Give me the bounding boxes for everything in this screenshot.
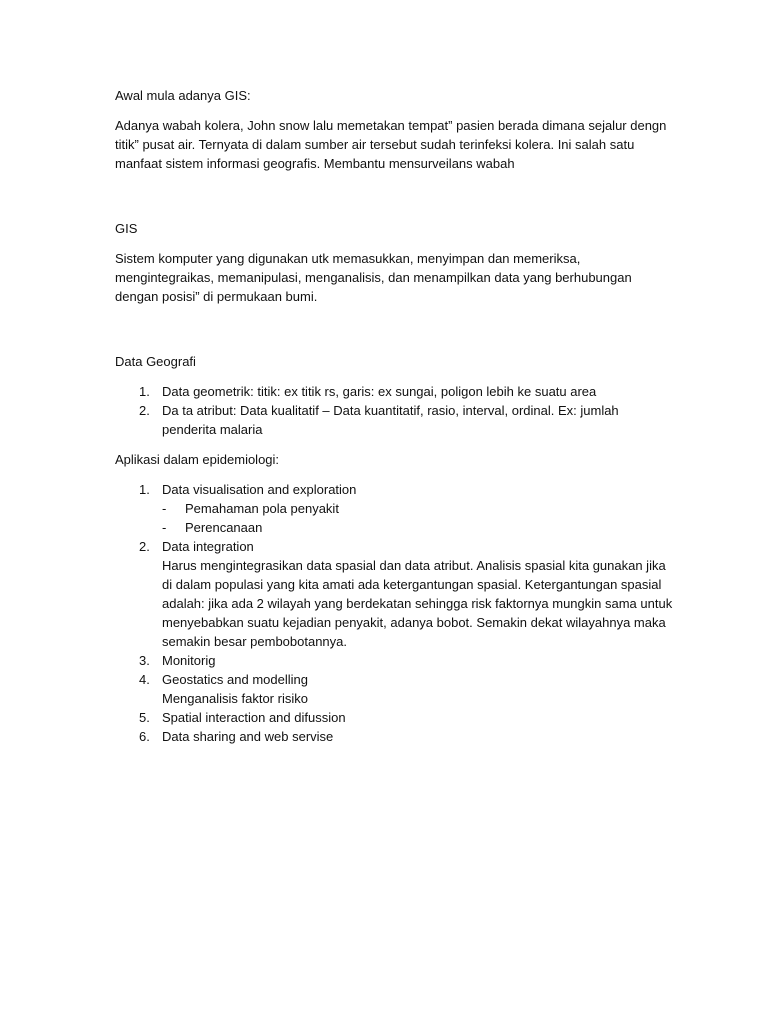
sub-list-item-text: Perencanaan — [185, 520, 263, 535]
list-number: 2. — [139, 539, 150, 554]
list-item — [115, 537, 675, 651]
list-item-text: Data integration Harus mengintegrasikan data spasial dan data atribut. Analisis spasial kita gunakan jika di dalam populasi yang kita amati ada ketergantungan spasial. Ketergantungan spasial adalah: jika ada 2 wilayah yang berdekatan sehingga risk faktornya mungkin sama untuk menyebabkan suatu kejadian penyakit, adanya bobot. Semakin dekat wilayahnya maka semakin besar pembobotannya. — [162, 539, 673, 649]
sub-list-item — [162, 499, 675, 518]
list-item-text: Data sharing and web servise — [162, 729, 334, 744]
data-geografi-heading: Data Geografi — [115, 354, 196, 369]
list-item-text: Data geometrik: titik: ex titik rs, garis: ex sungai, poligon lebih ke suatu area — [162, 384, 597, 399]
list-number: 1. — [139, 482, 150, 497]
list-item — [115, 651, 675, 670]
list-item-text: Monitorig — [162, 653, 216, 668]
list-item — [115, 480, 675, 537]
list-item — [115, 401, 675, 439]
aplikasi-list — [115, 480, 675, 746]
gis-paragraph: Sistem komputer yang digunakan utk memasukkan, menyimpan dan memeriksa, mengintegraikas, memanipulasi, menganalisis, dan menampilkan data yang berhubungan dengan posisi” di permukaan bumi. — [115, 251, 632, 304]
intro-heading: Awal mula adanya GIS: — [115, 88, 251, 103]
list-number: 2. — [139, 403, 150, 418]
gis-heading: GIS — [115, 221, 138, 236]
aplikasi-heading: Aplikasi dalam epidemiologi: — [115, 452, 280, 467]
list-item-text: Spatial interaction and difussion — [162, 710, 346, 725]
list-number: 1. — [139, 384, 150, 399]
list-item — [115, 670, 675, 708]
sub-list — [162, 499, 675, 537]
list-number: 3. — [139, 653, 150, 668]
list-item — [115, 727, 675, 746]
sub-list-item — [162, 518, 675, 537]
list-item — [115, 708, 675, 727]
data-geografi-list — [115, 382, 675, 439]
list-item — [115, 382, 675, 401]
document-page — [115, 86, 675, 746]
list-number: 5. — [139, 710, 150, 725]
list-number: 4. — [139, 672, 150, 687]
intro-paragraph: Adanya wabah kolera, John snow lalu memetakan tempat” pasien berada dimana sejalur dengn titik” pusat air. Ternyata di dalam sumber air tersebut sudah terinfeksi kolera. Ini salah satu manfaat sistem informasi geografis. Membantu mensurveilans wabah — [115, 118, 667, 171]
dash-marker: - — [162, 501, 167, 516]
sub-list-item-text: Pemahaman pola penyakit — [185, 501, 339, 516]
list-item-text: Da ta atribut: Data kualitatif – Data kuantitatif, rasio, interval, ordinal. Ex: jumlah penderita malaria — [162, 403, 619, 437]
dash-marker: - — [162, 520, 167, 535]
list-number: 6. — [139, 729, 150, 744]
list-item-text: Data visualisation and exploration — [162, 482, 357, 497]
list-item-text: Geostatics and modelling Menganalisis faktor risiko — [162, 672, 308, 706]
